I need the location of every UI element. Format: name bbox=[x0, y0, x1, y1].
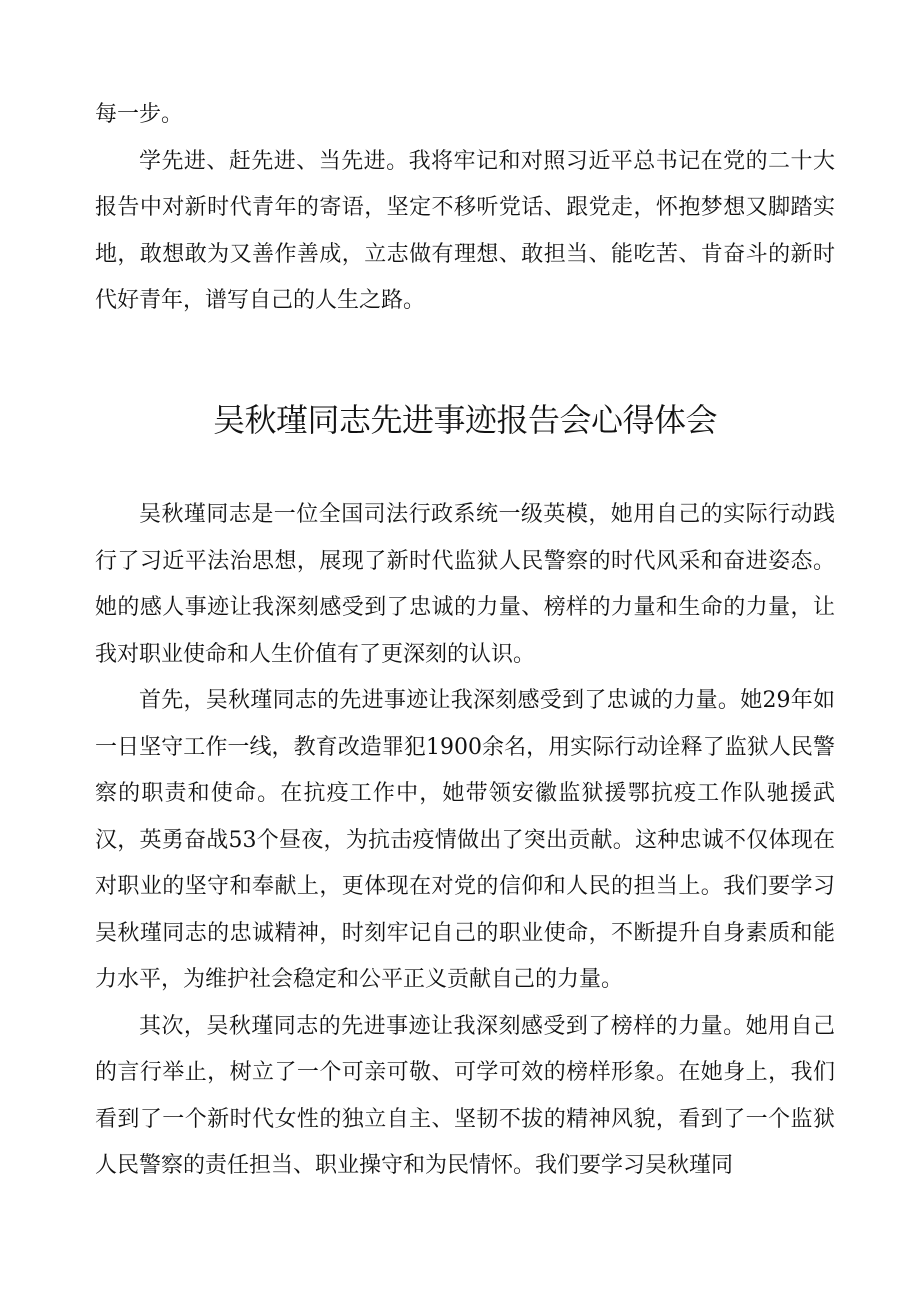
article-paragraph-3: 其次，吴秋瑾同志的先进事迹让我深刻感受到了榜样的力量。她用自己的言行举止，树立了一个可亲可敬、可学可效的榜样形象。在她身上，我们看到了一个新时代女性的独立自主、坚韧不拔的精神风貌，看到了一个监狱人民警察的责任担当、职业操守和为民情怀。我们要学习吴秋瑾同 bbox=[95, 1013, 835, 1178]
article-title: 吴秋瑾同志先进事迹报告会心得体会 bbox=[212, 401, 717, 439]
previous-section-text bbox=[95, 92, 835, 325]
continuation-line: 每一步。 bbox=[95, 102, 184, 127]
previous-section-paragraph: 学先进、赶先进、当先进。我将牢记和对照习近平总书记在党的二十大报告中对新时代青年的寄语，坚定不移听党话、跟党走，怀抱梦想又脚踏实地，敢想敢为又善作善成，立志做有理想、敢担当、能吃苦、肯奋斗的新时代好青年，谱写自己的人生之路。 bbox=[95, 148, 835, 313]
article-paragraph-1: 吴秋瑾同志是一位全国司法行政系统一级英模，她用自己的实际行动践行了习近平法治思想，展现了新时代监狱人民警察的时代风采和奋进姿态。她的感人事迹让我深刻感受到了忠诚的力量、榜样的力量和生命的力量，让我对职业使命和人生价值有了更深刻的认识。 bbox=[95, 502, 835, 667]
article-paragraph-2: 首先，吴秋瑾同志的先进事迹让我深刻感受到了忠诚的力量。她29年如一日坚守工作一线，教育改造罪犯1900余名，用实际行动诠释了监狱人民警察的职责和使命。在抗疫工作中，她带领安徽监狱援鄂抗疫工作队驰援武汉，英勇奋战53个昼夜，为抗击疫情做出了突出贡献。这种忠诚不仅体现在对职业的坚守和奉献上，更体现在对党的信仰和人民的担当上。我们要学习吴秋瑾同志的忠诚精神，时刻牢记自己的职业使命，不断提升自身素质和能力水平，为维护社会稳定和公平正义贡献自己的力量。 bbox=[95, 688, 835, 992]
article-body bbox=[95, 492, 835, 1190]
